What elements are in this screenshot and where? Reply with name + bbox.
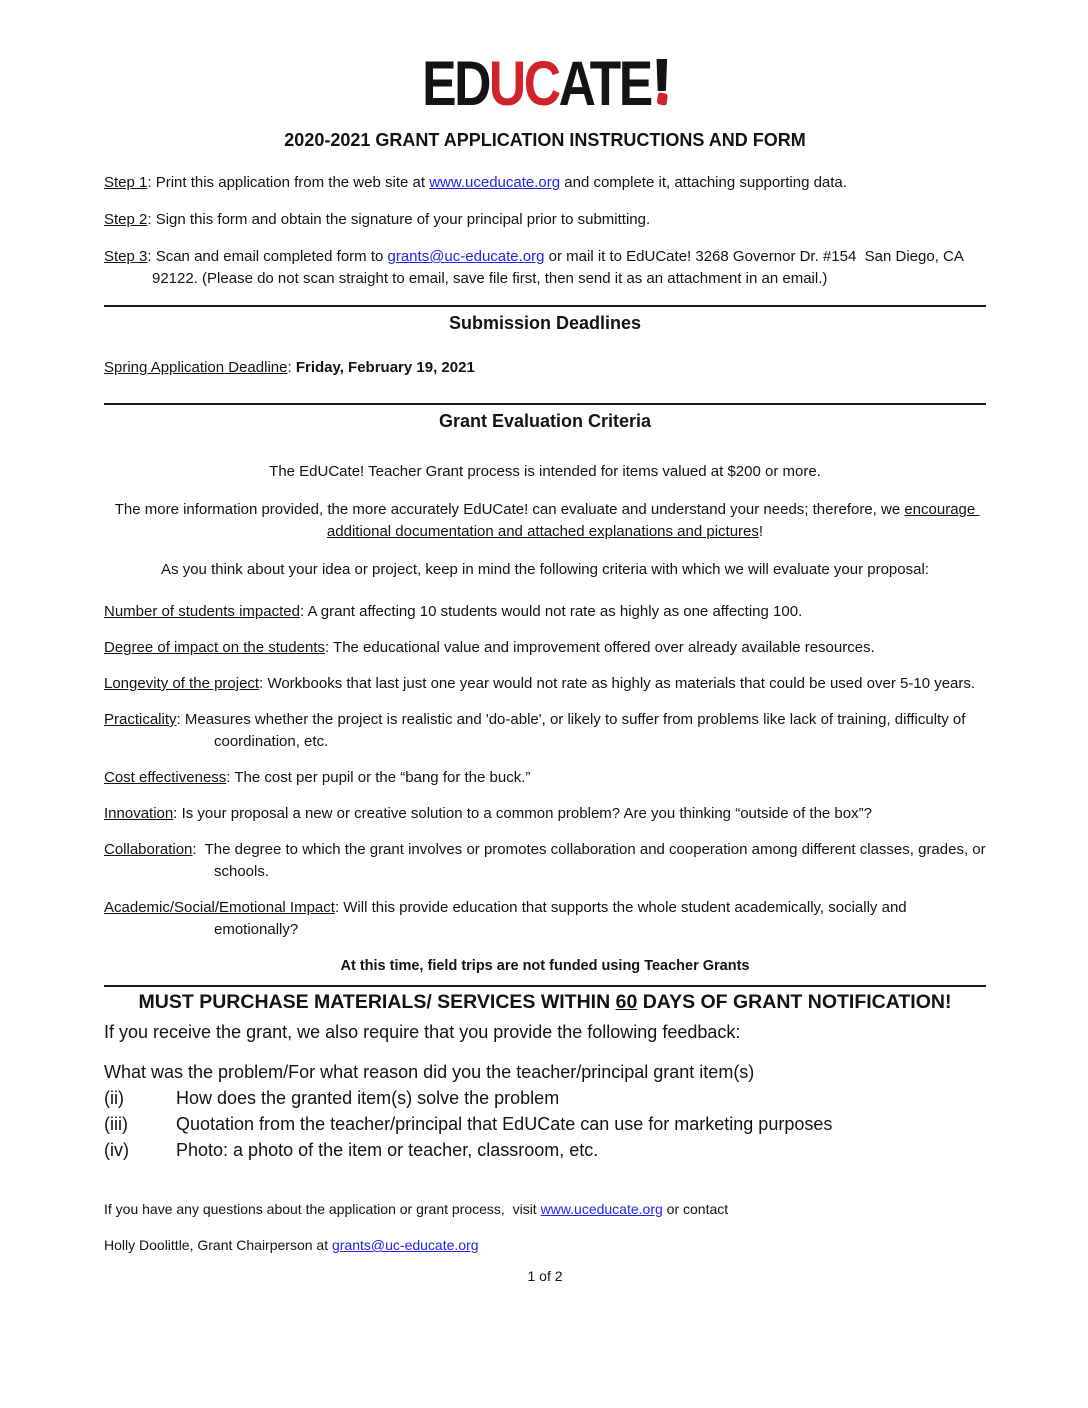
feedback-intro: If you receive the grant, we also require that you provide the following feedback: bbox=[104, 1022, 741, 1042]
criterion-collaboration bbox=[104, 839, 990, 883]
step-2-label: Step 2 bbox=[104, 211, 148, 228]
criteria-intro-2-plain: The more information provided, the more accurately EdUCate! can evaluate and understand your needs; therefore, we bbox=[114, 501, 905, 518]
step-3-text-before: : Scan and email completed form to bbox=[147, 248, 388, 265]
step-1-label: Step 1 bbox=[104, 174, 148, 191]
feedback-item-4-numeral: (iv) bbox=[104, 1140, 129, 1160]
uceducate-website-link-footer[interactable]: www.uceducate.org bbox=[540, 1201, 663, 1217]
criteria-intro-2 bbox=[104, 499, 986, 543]
criterion-label: Innovation bbox=[104, 805, 174, 822]
criterion-text: : Will this provide education that supports the whole student academically, socially and emotionally? bbox=[214, 899, 911, 938]
page-number: 1 of 2 bbox=[527, 1268, 563, 1284]
criterion-cost-effectiveness bbox=[104, 767, 986, 789]
step-1-text-after: and complete it, attaching supporting data. bbox=[560, 174, 847, 191]
questions-text-before: If you have any questions about the application or grant process, visit bbox=[104, 1201, 541, 1217]
submission-deadlines-heading: Submission Deadlines bbox=[448, 313, 642, 333]
step-1-text-before: : Print this application from the web site at bbox=[147, 174, 430, 191]
feedback-item-4 bbox=[104, 1137, 986, 1163]
criterion-text: : Workbooks that last just one year would not rate as highly as materials that could be used over 5-10 years. bbox=[259, 675, 976, 692]
feedback-item-2-text: How does the granted item(s) solve the problem bbox=[176, 1088, 560, 1108]
criterion-label: Collaboration bbox=[104, 841, 193, 858]
criteria-intro-2-underlined: encourage additional documentation and attached explanations and pictures bbox=[326, 501, 980, 540]
grants-email-link-footer[interactable]: grants@uc-educate.org bbox=[332, 1237, 479, 1253]
spring-deadline-label: Spring Application Deadline bbox=[104, 359, 288, 376]
field-trips-note: At this time, field trips are not funded using Teacher Grants bbox=[340, 958, 750, 974]
feedback-item-1: What was the problem/For what reason did you the teacher/principal grant item(s) bbox=[104, 1062, 755, 1082]
criterion-label: Degree of impact on the students bbox=[104, 639, 325, 656]
criterion-text: : The educational value and improvement offered over already available resources. bbox=[324, 639, 875, 656]
criteria-intro-2-end: ! bbox=[758, 523, 764, 540]
step-3-label: Step 3 bbox=[104, 248, 148, 265]
purchase-notice-after: DAYS OF GRANT NOTIFICATION! bbox=[637, 991, 952, 1013]
logo-text-ed: ED bbox=[421, 49, 489, 119]
criteria-intro-3: As you think about your idea or project, keep in mind the following criteria with which we will evaluate your proposal: bbox=[161, 561, 929, 578]
feedback-item-2-numeral: (ii) bbox=[104, 1088, 124, 1108]
step-3 bbox=[104, 246, 986, 290]
purchase-notice-days: 60 bbox=[615, 991, 638, 1013]
criterion-number-of-students bbox=[104, 601, 986, 623]
criterion-practicality bbox=[104, 709, 986, 753]
questions-text-after: or contact bbox=[662, 1201, 729, 1217]
criterion-label: Practicality bbox=[104, 711, 177, 728]
chairperson-line bbox=[104, 1235, 986, 1255]
feedback-item-3 bbox=[104, 1111, 986, 1137]
uceducate-website-link[interactable]: www.uceducate.org bbox=[429, 174, 561, 191]
criterion-degree-of-impact bbox=[104, 637, 986, 659]
criterion-text: : The degree to which the grant involves or promotes collaboration and cooperation among different classes, grades, or schools. bbox=[192, 841, 990, 880]
criterion-text: : A grant affecting 10 students would not rate as highly as one affecting 100. bbox=[299, 603, 803, 620]
criterion-label: Number of students impacted bbox=[104, 603, 300, 620]
feedback-item-3-text: Quotation from the teacher/principal that EdUCate can use for marketing purposes bbox=[176, 1114, 833, 1134]
spring-deadline-separator: : bbox=[287, 359, 296, 376]
logo-text-uc: UC bbox=[488, 49, 559, 119]
page-title: 2020-2021 GRANT APPLICATION INSTRUCTIONS AND FORM bbox=[284, 130, 806, 150]
step-1 bbox=[104, 172, 986, 194]
spring-deadline bbox=[104, 357, 986, 379]
educate-logo bbox=[104, 49, 986, 119]
criterion-academic-social-emotional bbox=[104, 897, 986, 941]
criterion-text: : The cost per pupil or the “bang for the buck.” bbox=[226, 769, 531, 786]
divider bbox=[104, 985, 986, 987]
feedback-list bbox=[104, 1059, 986, 1163]
logo-text-ate: ATE bbox=[558, 49, 651, 119]
chairperson-text: Holly Doolittle, Grant Chairperson at bbox=[104, 1237, 332, 1253]
feedback-item-4-text: Photo: a photo of the item or teacher, classroom, etc. bbox=[176, 1140, 599, 1160]
criteria-intro-1: The EdUCate! Teacher Grant process is intended for items valued at $200 or more. bbox=[269, 463, 821, 480]
criterion-text: : Is your proposal a new or creative solution to a common problem? Are you thinking “outside of the box”? bbox=[173, 805, 872, 822]
feedback-item-3-numeral: (iii) bbox=[104, 1114, 128, 1134]
feedback-item-2 bbox=[104, 1085, 986, 1111]
grants-email-link[interactable]: grants@uc-educate.org bbox=[387, 248, 545, 265]
divider bbox=[104, 403, 986, 405]
step-2 bbox=[104, 209, 986, 231]
criteria-list bbox=[104, 601, 990, 941]
criterion-label: Cost effectiveness bbox=[104, 769, 227, 786]
grant-evaluation-criteria-heading: Grant Evaluation Criteria bbox=[438, 411, 652, 431]
instruction-steps bbox=[104, 172, 986, 290]
purchase-notice-before: MUST PURCHASE MATERIALS/ SERVICES WITHIN bbox=[138, 991, 616, 1013]
purchase-notice-heading bbox=[104, 989, 986, 1016]
criterion-label: Longevity of the project bbox=[104, 675, 260, 692]
questions-line bbox=[104, 1199, 986, 1219]
step-3-text-after: or mail it to EdUCate! 3268 Governor Dr. #154 San Diego, CA 92122. (Please do not scan straight to email, save file first, then send it as an attachment in an email.) bbox=[152, 248, 968, 287]
divider bbox=[104, 305, 986, 307]
criterion-text: : Measures whether the project is realistic and 'do-able', or likely to suffer from problems like lack of training, difficulty of coordination, etc. bbox=[176, 711, 970, 750]
criterion-longevity bbox=[104, 673, 986, 695]
logo-exclamation-icon bbox=[656, 58, 668, 105]
criterion-label: Academic/Social/Emotional Impact bbox=[104, 899, 335, 916]
criterion-innovation bbox=[104, 803, 986, 825]
spring-deadline-date: Friday, February 19, 2021 bbox=[295, 359, 475, 376]
step-2-text: : Sign this form and obtain the signature of your principal prior to submitting. bbox=[147, 211, 651, 228]
